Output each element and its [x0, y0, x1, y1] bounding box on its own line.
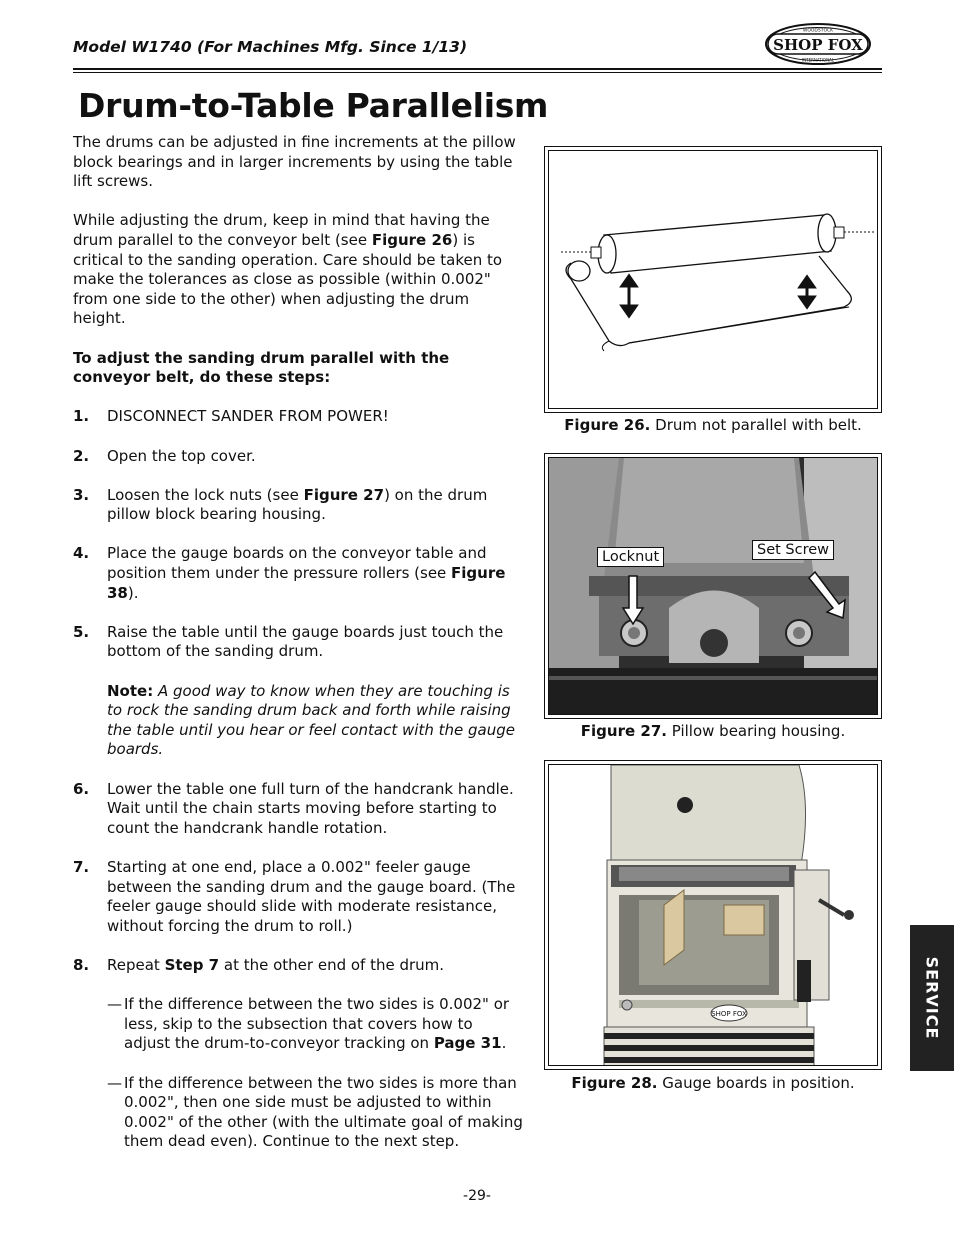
bullet-1: — If the difference between the two sides is 0.002" or less, skip to the subsection that covers how to adjust the drum-to-conveyor tracking on Page 31.	[107, 995, 510, 1053]
step-6: 6. Lower the table one full turn of the handcrank handle. Wait until the chain starts moving before starting to count the handcrank handle rotation.	[73, 779, 514, 837]
step-8: 8. Repeat Step 7 at the other end of the drum.	[73, 955, 445, 974]
intro-paragraph-2: While adjusting the drum, keep in mind that having the drum parallel to the conveyor belt (see Figure 26) is critical to the sanding operation. Care should be taken to make the tolerances as close as possible (within 0.002" from one side to the other) when adjusting the drum height.	[73, 211, 503, 328]
figure-27-caption: Figure 27. Pillow bearing housing.	[580, 722, 846, 740]
figure-26-caption: Figure 26. Drum not parallel with belt.	[564, 416, 862, 434]
step-5: 5. Raise the table until the gauge boards just touch the bottom of the sanding drum.	[73, 622, 504, 661]
machine-brand-label: SHOP FOX	[711, 1010, 747, 1018]
intro-paragraph-1: The drums can be adjusted in fine increments at the pillow block bearings and in larger increments by using the table lift screws.	[73, 133, 516, 191]
page-title: Drum-to-Table Parallelism	[78, 86, 549, 125]
shop-fox-logo	[764, 22, 872, 66]
figure-28	[544, 760, 882, 1070]
figure-27	[544, 453, 882, 719]
figure-28-caption: Figure 28. Gauge boards in position.	[571, 1074, 855, 1092]
service-tab: SERVICE	[910, 925, 954, 1071]
header-rule	[73, 68, 882, 70]
drum-belt-diagram	[549, 151, 878, 409]
bullet-2: — If the difference between the two sides is more than 0.002", then one side must be adjusted to within 0.002" of the other (with the ultimate goal of making them dead even). Continue to the next step.	[107, 1073, 523, 1151]
step-1: 1. DISCONNECT SANDER FROM POWER!	[73, 407, 389, 426]
header-rule-thin	[73, 72, 882, 73]
step-3: 3. Loosen the lock nuts (see Figure 27) on the drum pillow block bearing housing.	[73, 485, 488, 524]
steps-heading: To adjust the sanding drum parallel with the conveyor belt, do these steps:	[73, 348, 450, 387]
callout-set-screw: Set Screw	[752, 540, 834, 560]
pillow-bearing-photo	[549, 458, 878, 715]
svg-text:INTERNATIONAL: INTERNATIONAL	[801, 57, 835, 63]
step-2: 2. Open the top cover.	[73, 446, 256, 465]
step-7: 7. Starting at one end, place a 0.002" feeler gauge between the sanding drum and the gauge board. (The feeler gauge should slide with moderate resistance, without forcing the drum to roll.)	[73, 857, 516, 935]
svg-text:WOODSTOCK: WOODSTOCK	[802, 28, 834, 34]
figure-26	[544, 146, 882, 413]
svg-text:SHOP FOX: SHOP FOX	[773, 36, 863, 54]
header-model: Model W1740 (For Machines Mfg. Since 1/13)	[73, 38, 468, 56]
step-4: 4. Place the gauge boards on the conveyor table and position them under the pressure rollers (see Figure 38).	[73, 544, 506, 602]
main-text	[73, 133, 523, 1171]
callout-locknut: Locknut	[597, 547, 664, 567]
page-number: -29-	[463, 1188, 491, 1204]
note: Note: A good way to know when they are touching is to rock the sanding drum back and forth while raising the table until you hear or feel contact with the gauge boards.	[107, 681, 515, 759]
sander-machine-photo	[549, 765, 878, 1066]
